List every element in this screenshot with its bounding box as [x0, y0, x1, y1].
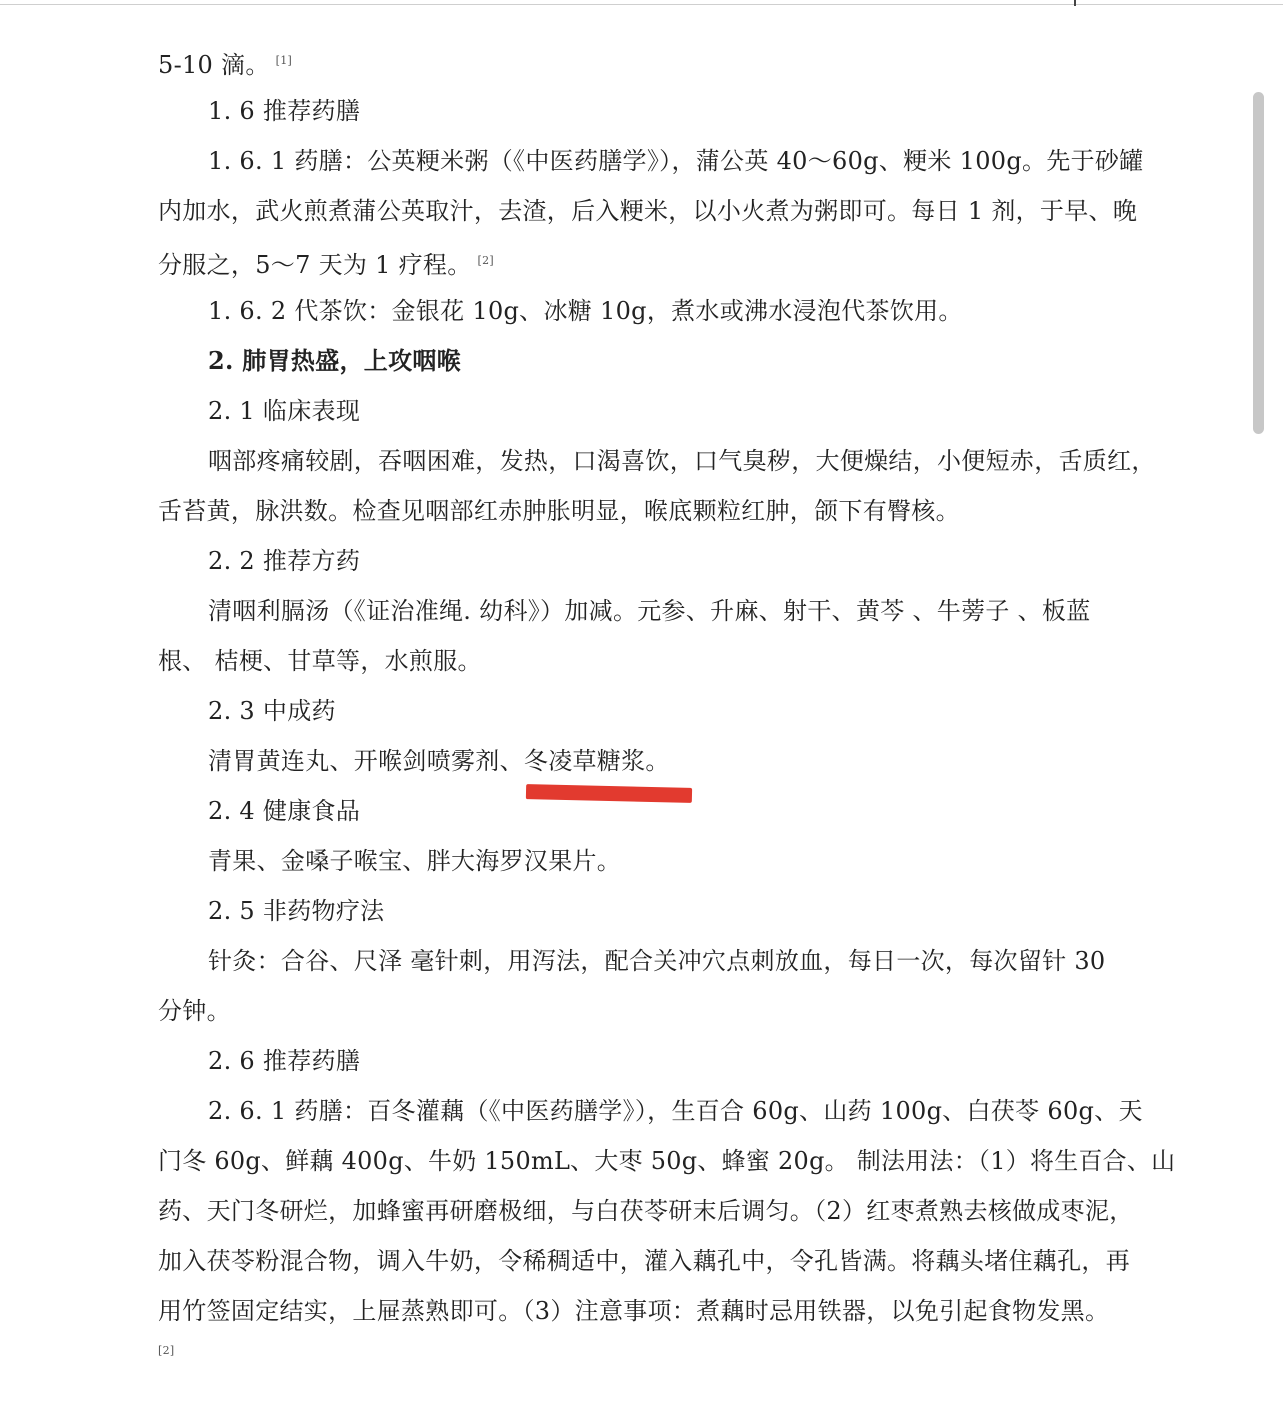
paragraph-line: 加入茯苓粉混合物，调入牛奶，令稀稠适中，灌入藕孔中，令孔皆满。将藕头堵住藕孔，再 — [158, 1247, 1130, 1275]
heading-2-4: 2. 4 健康食品 — [208, 797, 361, 825]
paragraph-line: 分服之，5～7 天为 1 疗程。 [2] — [158, 251, 494, 279]
paragraph-line: 2. 6. 1 药膳：百冬灌藕（《中医药膳学》），生百合 60g、山药 100g、白茯苓 60g、天 — [208, 1097, 1143, 1125]
citation: [2] — [477, 254, 494, 267]
heading-2-6: 2. 6 推荐药膳 — [208, 1047, 361, 1075]
paragraph-line: 清咽利膈汤（《证治准绳. 幼科》）加减。元参、升麻、射干、黄芩 、牛蒡子 、板蓝 — [208, 597, 1091, 625]
paragraph-line: 内加水，武火煎煮蒲公英取汁，去渣，后入粳米，以小火煮为粥即可。每日 1 剂，于早、晚 — [158, 197, 1138, 225]
paragraph-line: 根、 桔梗、甘草等，水煎服。 — [158, 647, 482, 675]
heading-2-1: 2. 1 临床表现 — [208, 397, 361, 425]
paragraph-line: 用竹签固定结实，上屉蒸熟即可。（3）注意事项：煮藕时忌用铁器，以免引起食物发黑。 — [158, 1297, 1110, 1325]
heading-2-5: 2. 5 非药物疗法 — [208, 897, 385, 925]
section-heading-2: 2. 肺胃热盛，上攻咽喉 — [208, 346, 462, 375]
paragraph-line: 分钟。 — [158, 997, 231, 1025]
paragraph-line: 针灸：合谷、尺泽 毫针刺，用泻法，配合关冲穴点刺放血，每日一次，每次留针 30 — [208, 947, 1106, 975]
paragraph-line: 青果、金嗓子喉宝、胖大海罗汉果片。 — [208, 847, 622, 875]
paragraph-line: 1. 6. 2 代茶饮：金银花 10g、冰糖 10g，煮水或沸水浸泡代茶饮用。 — [208, 297, 963, 325]
scrollbar-thumb[interactable] — [1253, 92, 1264, 434]
paragraph-line: 1. 6. 1 药膳：公英粳米粥（《中医药膳学》），蒲公英 40～60g、粳米 100g。先于砂罐 — [208, 147, 1144, 175]
heading-2-3: 2. 3 中成药 — [208, 697, 336, 725]
line-1: 5-10 滴。 [1] — [158, 51, 293, 79]
paragraph-line: 舌苔黄，脉洪数。检查见咽部红赤肿胀明显，喉底颗粒红肿，颌下有臀核。 — [158, 497, 960, 525]
heading-2-2: 2. 2 推荐方药 — [208, 547, 361, 575]
paragraph-line: 药、天门冬研烂，加蜂蜜再研磨极细，与白茯苓研末后调匀。（2）红枣煮熟去核做成枣泥， — [158, 1197, 1134, 1225]
citation: [1] — [275, 54, 293, 67]
paragraph-line: 门冬 60g、鲜藕 400g、牛奶 150mL、大枣 50g、蜂蜜 20g。 制法用法：（1）将生百合、山 — [158, 1147, 1176, 1175]
heading-1-6: 1. 6 推荐药膳 — [208, 97, 361, 125]
paragraph-line: 清胃黄连丸、开喉剑喷雾剂、冬凌草糖浆。 — [208, 747, 670, 775]
citation: [2] — [158, 1344, 175, 1357]
paragraph-line: 咽部疼痛较剧，吞咽困难，发热，口渴喜饮，口气臭秽，大便燥结，小便短赤，舌质红， — [208, 447, 1156, 475]
